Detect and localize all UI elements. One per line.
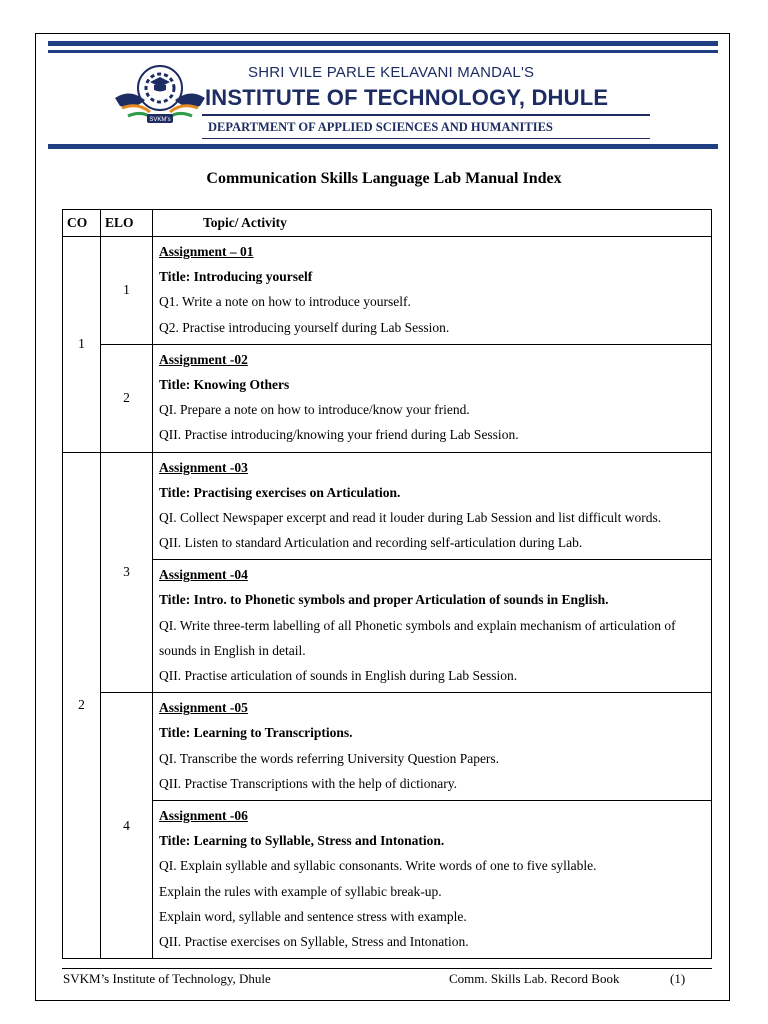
- question-line: QII. Practise articulation of sounds in English during Lab Session.: [159, 668, 518, 684]
- table-row: [63, 693, 712, 801]
- table-row: [63, 344, 712, 452]
- col-header-co: CO: [63, 210, 101, 237]
- assignment-title: Title: Learning to Transcriptions.: [159, 725, 353, 741]
- question-line: Q1. Write a note on how to introduce yourself.: [159, 294, 411, 310]
- assignment-label: Assignment -06: [159, 807, 248, 823]
- elo-cell: 3: [101, 452, 153, 693]
- question-line: QII. Practise Transcriptions with the help of dictionary.: [159, 775, 457, 791]
- trust-name: SHRI VILE PARLE KELAVANI MANDAL'S: [248, 64, 535, 81]
- header-divider-bottom: [202, 138, 650, 139]
- assignment-title: Title: Practising exercises on Articulation.: [159, 484, 401, 500]
- question-line: QII. Practise introducing/knowing your friend during Lab Session.: [159, 427, 519, 443]
- topic-cell: [153, 800, 712, 958]
- header-top-bar-thin: [48, 50, 718, 53]
- assignment-title: Title: Knowing Others: [159, 376, 290, 392]
- question-line: QI. Explain syllable and syllabic consonants. Write words of one to five syllable.: [159, 858, 597, 874]
- assignment-title: Title: Learning to Syllable, Stress and Intonation.: [159, 833, 445, 849]
- institute-name: INSTITUTE OF TECHNOLOGY, DHULE: [205, 85, 609, 110]
- elo-cell: 1: [101, 237, 153, 345]
- table-header-row: [63, 210, 712, 237]
- question-line: QII. Listen to standard Articulation and recording self-articulation during Lab.: [159, 535, 583, 551]
- page-title: Communication Skills Language Lab Manual Index: [206, 170, 562, 187]
- footer-book-title: Comm. Skills Lab. Record Book: [449, 971, 620, 986]
- footer-institute: SVKM’s Institute of Technology, Dhule: [63, 971, 271, 986]
- co-cell: 1: [63, 237, 101, 453]
- col-header-elo: ELO: [101, 210, 153, 237]
- assignment-label: Assignment -03: [159, 459, 248, 475]
- question-line: QI. Write three-term labelling of all Phonetic symbols and explain mechanism of articulation of sounds in English in detail.: [159, 617, 676, 658]
- elo-cell: 4: [101, 693, 153, 959]
- footer-divider: [62, 968, 712, 969]
- header-divider: [202, 114, 650, 116]
- question-line: QII. Practise exercises on Syllable, Stress and Intonation.: [159, 933, 469, 949]
- institute-logo: [110, 58, 210, 136]
- question-line: Explain the rules with example of syllabic break-up.: [159, 883, 442, 899]
- institute-header: [90, 58, 650, 140]
- assignment-title: Title: Intro. to Phonetic symbols and proper Articulation of sounds in English.: [159, 592, 609, 608]
- assignment-label: Assignment -05: [159, 700, 248, 716]
- question-line: QI. Collect Newspaper excerpt and read it louder during Lab Session and list difficult words.: [159, 509, 662, 525]
- col-header-topic: Topic/ Activity: [153, 210, 712, 237]
- index-table: [62, 209, 712, 959]
- topic-cell: [153, 344, 712, 452]
- question-line: Q2. Practise introducing yourself during Lab Session.: [159, 319, 450, 335]
- table-row: [63, 560, 712, 693]
- assignment-label: Assignment -02: [159, 351, 248, 367]
- department-name: DEPARTMENT OF APPLIED SCIENCES AND HUMANITIES: [208, 120, 553, 134]
- logo-text: SVKM's: [149, 117, 171, 123]
- table-row: [63, 237, 712, 345]
- topic-cell: [153, 237, 712, 345]
- topic-cell: [153, 452, 712, 560]
- footer-page-number: (1): [670, 971, 686, 986]
- header-bottom-bar: [48, 144, 718, 149]
- topic-cell: [153, 560, 712, 693]
- elo-cell: 2: [101, 344, 153, 452]
- topic-cell: [153, 693, 712, 801]
- assignment-label: Assignment -04: [159, 567, 248, 583]
- assignment-label: Assignment – 01: [159, 244, 254, 259]
- table-row: [63, 452, 712, 560]
- question-line: QI. Transcribe the words referring University Question Papers.: [159, 750, 500, 766]
- assignment-title: Title: Introducing yourself: [159, 269, 313, 285]
- question-line: Explain word, syllable and sentence stress with example.: [159, 908, 467, 924]
- header-top-bar: [48, 41, 718, 46]
- table-row: [63, 800, 712, 958]
- question-line: QI. Prepare a note on how to introduce/know your friend.: [159, 402, 470, 418]
- co-cell: 2: [63, 452, 101, 959]
